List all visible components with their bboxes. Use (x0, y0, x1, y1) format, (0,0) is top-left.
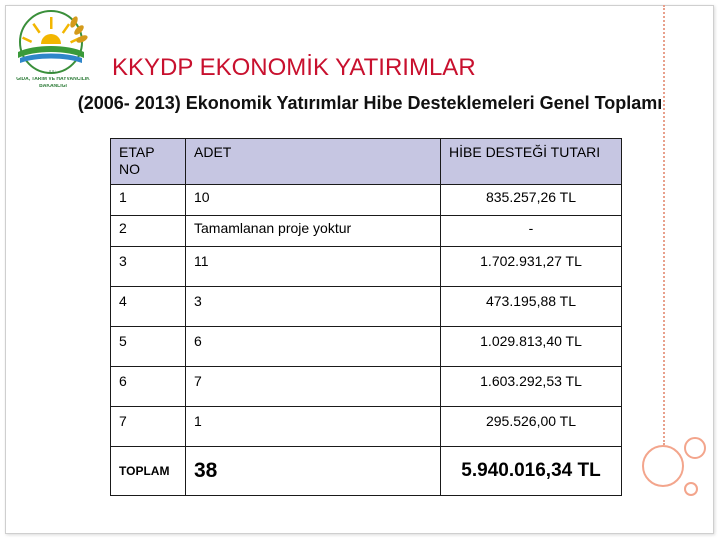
ministry-logo (2, 8, 100, 98)
cell-etap: 2 (111, 216, 186, 247)
slide-title: KKYDP EKONOMİK YATIRIMLAR (112, 54, 476, 81)
cell-adet: 6 (186, 327, 441, 367)
cell-adet: 10 (186, 185, 441, 216)
table-row (111, 367, 622, 407)
cell-tutar: 1.702.931,27 TL (441, 247, 622, 287)
decorative-circle-large (642, 445, 684, 487)
cell-adet: 3 (186, 287, 441, 327)
cell-tutar: 1.029.813,40 TL (441, 327, 622, 367)
cell-tutar: - (441, 216, 622, 247)
total-tutar: 5.940.016,34 TL (441, 447, 622, 496)
investment-table (110, 138, 622, 496)
header-adet: ADET (186, 139, 441, 185)
logo-text-line3: BAKANLIĞI (39, 84, 67, 89)
cell-adet: Tamamlanan proje yoktur (186, 216, 441, 247)
cell-adet: 7 (186, 367, 441, 407)
cell-etap: 5 (111, 327, 186, 367)
cell-adet: 1 (186, 407, 441, 447)
cell-tutar: 835.257,26 TL (441, 185, 622, 216)
table-row (111, 327, 622, 367)
cell-tutar: 473.195,88 TL (441, 287, 622, 327)
cell-etap: 6 (111, 367, 186, 407)
cell-etap: 3 (111, 247, 186, 287)
table-row (111, 216, 622, 247)
slide-subtitle: (2006- 2013) Ekonomik Yatırımlar Hibe Desteklemeleri Genel Toplamı (77, 93, 663, 113)
decorative-dotted-line (663, 5, 665, 445)
cell-etap: 7 (111, 407, 186, 447)
logo-text-line1: T.C. (48, 70, 58, 75)
cell-tutar: 295.526,00 TL (441, 407, 622, 447)
logo-text-line2: GIDA, TARIM VE HAYVANCILIK (16, 77, 90, 82)
table-row (111, 407, 622, 447)
table-row (111, 287, 622, 327)
cell-adet: 11 (186, 247, 441, 287)
decorative-circle-small (684, 437, 706, 459)
header-hibe-tutari: HİBE DESTEĞİ TUTARI (441, 139, 622, 185)
table-total-row (111, 447, 622, 496)
table-header-row (111, 139, 622, 185)
decorative-circle-tiny (684, 482, 698, 496)
sun-wheat-icon (2, 8, 100, 78)
total-label: TOPLAM (111, 447, 186, 496)
header-etap-no: ETAP NO (111, 139, 186, 185)
cell-etap: 4 (111, 287, 186, 327)
table-row (111, 185, 622, 216)
table-row (111, 247, 622, 287)
cell-etap: 1 (111, 185, 186, 216)
total-adet: 38 (186, 447, 441, 496)
cell-tutar: 1.603.292,53 TL (441, 367, 622, 407)
